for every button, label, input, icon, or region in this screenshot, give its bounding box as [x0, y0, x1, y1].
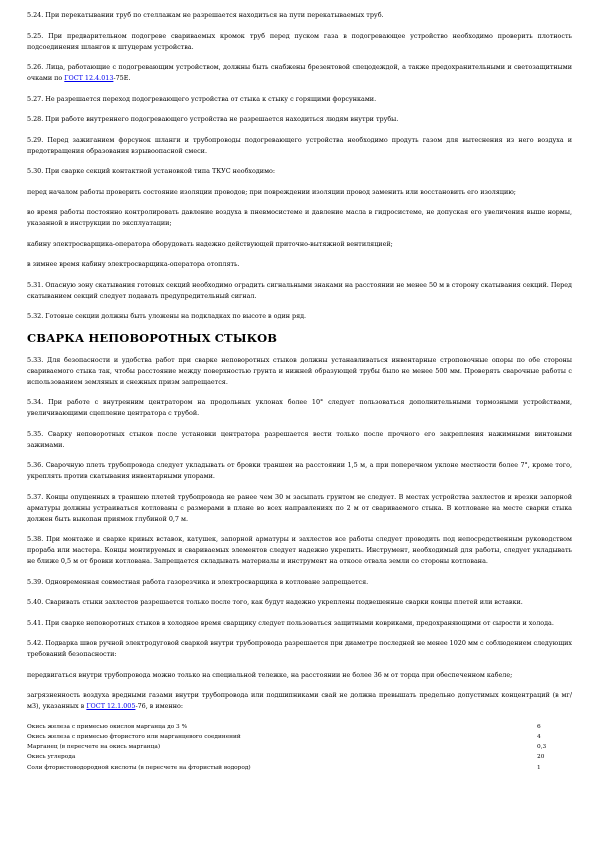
- substance-name: Окись железа с примесью окислов марганца до 3 %: [27, 723, 188, 730]
- paragraph-p530c: кабину электросварщика-оператора оборудовать надежно действующей приточно-вытяжной вентиляцией;: [27, 239, 393, 248]
- concentration-value: 6: [537, 723, 541, 730]
- paragraph-p542a: передвигаться внутри трубопровода можно только на специальной тележке, на расстоянии не более 36 м от торца при обеспеченном кабеле;: [27, 670, 513, 679]
- paragraph-p541: 5.41. При сварке неповоротных стыков в холодное время сварщику следует пользоваться защитными ковриками, предохраняющими от сырости и холода.: [27, 618, 554, 627]
- paragraph-p539: 5.39. Одновременная совместная работа газорезчика и электросварщика в котловане запрещается.: [27, 577, 369, 586]
- table-row: [27, 742, 572, 752]
- concentration-table: [27, 722, 572, 773]
- paragraph-p542b: [27, 690, 572, 712]
- standard-link[interactable]: ГОСТ 12.1.005: [86, 702, 136, 710]
- paragraph-p524: 5.24. При перекатывании труб по стеллажам не разрешается находиться на пути перекатываемых труб.: [27, 11, 384, 19]
- paragraph-p540: 5.40. Сваривать стыки захлестов разрешается только после того, как будут надежно укреплены подвешенные сварки концы плетей или вставки.: [27, 598, 523, 606]
- standard-link[interactable]: ГОСТ 12.4.013: [64, 74, 114, 82]
- substance-name: Окись железа с примесью фтористого или марганцевого соединений: [27, 733, 241, 740]
- table-row: [27, 752, 572, 762]
- section-top: [27, 10, 572, 322]
- paragraph-p528: 5.28. При работе внутреннего подогревающего устройства не разрешается находиться людям внутри трубы.: [27, 115, 399, 123]
- substance-name: Марганец (в пересчете на окись марганца): [27, 744, 161, 751]
- document-page: [27, 10, 572, 773]
- paragraph-text: -76, в именно:: [135, 702, 183, 710]
- paragraph-p530b: во время работы постоянно контролировать давление воздуха в пневмосистеме и давление масла в гидросистеме, не допуская его увеличения выше нормы, указанной в инструкции по эксплуатации;: [27, 208, 572, 227]
- paragraph-p526: [27, 62, 572, 84]
- paragraph-p532: 5.32. Готовые секции должны быть уложены на подкладках по высоте в один ряд.: [27, 312, 307, 320]
- paragraph-p538: 5.38. При монтаже и сварке кривых вставок, катушек, запорной арматуры и захлестов все работы следует проводить под непосредственным руководством прораба или мастера. Концы монтируемых и свариваемых элементов следует надежно укрепить. Инструмент, необходимый для работы, следует укладывать не ближе 0,5 м от бровки котлована. Запрещается складывать материалы и инструмент на откосе отвала земли со стороны котлована.: [27, 535, 572, 565]
- paragraph-p542: 5.42. Подварка швов ручной электродуговой сваркой внутри трубопровода разрешается при диаметре последней не менее 1020 мм с соблюдением следующих требований безопасности:: [27, 639, 572, 658]
- paragraph-p535: 5.35. Сварку неповоротных стыков после установки центратора разрешается вести только после прочного его закрепления нажимными винтовыми зажимами.: [27, 429, 572, 449]
- paragraph-p531: 5.31. Опасную зону скатывания готовых секций необходимо оградить сигнальными знаками на расстоянии не менее 50 м в сторону скатывания секций. Перед скатыванием секций следует подавать предупредительный сигнал.: [27, 280, 572, 300]
- paragraph-p530: 5.30. При сварке секций контактной установкой типа ТКУС необходимо:: [27, 167, 276, 175]
- table-row: [27, 763, 572, 773]
- paragraph-p529: 5.29. Перед зажиганием форсунок шланги и трубопроводы подогревающего устройства необходимо продуть газом для вытеснения из него воздуха и предотвращения образования взрывоопасной смеси.: [27, 135, 572, 155]
- concentration-value: 4: [537, 733, 541, 740]
- section-bottom: [27, 355, 572, 713]
- paragraph-p536: 5.36. Сварочную плеть трубопровода следует укладывать от бровки траншеи на расстоянии 1,5 м, а при поперечном уклоне местности более 7°, кроме того, укреплять против скатывания инвентарными упорами.: [27, 461, 572, 480]
- section-heading: СВАРКА НЕПОВОРОТНЫХ СТЫКОВ: [27, 330, 278, 345]
- concentration-value: 1: [537, 764, 541, 771]
- substance-name: Окись углерода: [27, 754, 76, 761]
- paragraph-p530d: в зимнее время кабину электросварщика-оператора отоплять.: [27, 260, 240, 268]
- paragraph-p537: 5.37. Концы опущенных в траншею плетей трубопровода не ранее чем 30 м засыпать грунтом не следует. В местах устройства захлестов и врезки запорной арматуры должны устраиваться котлованы с размерами в плане во всех направлениях по 2 м от свариваемого стыка. В котловане на месте сварки стыка должен быть выкопан приямок глубиной 0,7 м.: [27, 492, 572, 523]
- paragraph-p525: 5.25. При предварительном подогреве свариваемых кромок труб перед пуском газа в подогревающее устройство необходимо проверить плотность подсоединения шлангов к штуцерам устройства.: [27, 31, 572, 51]
- paragraph-text: -75Е.: [113, 74, 131, 82]
- table-row: [27, 732, 572, 742]
- table-row: [27, 722, 572, 732]
- concentration-value: 20: [537, 754, 545, 761]
- paragraph-p534: 5.34. При работе с внутренним центратором на продольных уклонах более 10° следует пользоваться дополнительными тормозными устройствами, увеличивающими сцепление центратора с трубой.: [27, 398, 572, 417]
- paragraph-p527: 5.27. Не разрешается переход подогревающего устройства от стыка к стыку с горящими форсунками.: [27, 94, 377, 103]
- paragraph-text: 5.26. Лица, работающие с подогревающим устройством, должны быть снабжены брезентовой спецодеждой, а также предохранительными и светозащитными очками по: [27, 63, 572, 82]
- concentration-value: 0,3: [537, 744, 547, 751]
- paragraph-text: загрязненность воздуха вредными газами внутри трубопровода или подшипниками свай не должна превышать предельно допустимых концентраций (в мг/м3), указанных в: [27, 691, 572, 710]
- substance-name: Соли фтористоводородной кислоты (в пересчете на фтористый водород): [27, 764, 251, 771]
- paragraph-p533: 5.33. Для безопасности и удобства работ при сварке неповоротных стыков должны устанавливаться инвентарные строповочные опоры по обе стороны свариваемого стыка так, чтобы расстояние между поверхностью грунта и нижней образующей трубы было не менее 500 мм. Проверять сварочные работы с использованием земляных и снежных призм запрещается.: [27, 355, 572, 386]
- paragraph-p530a: перед началом работы проверить состояние изоляции проводов; при повреждении изоляции провод заменить или восстановить его изоляцию;: [27, 187, 516, 196]
